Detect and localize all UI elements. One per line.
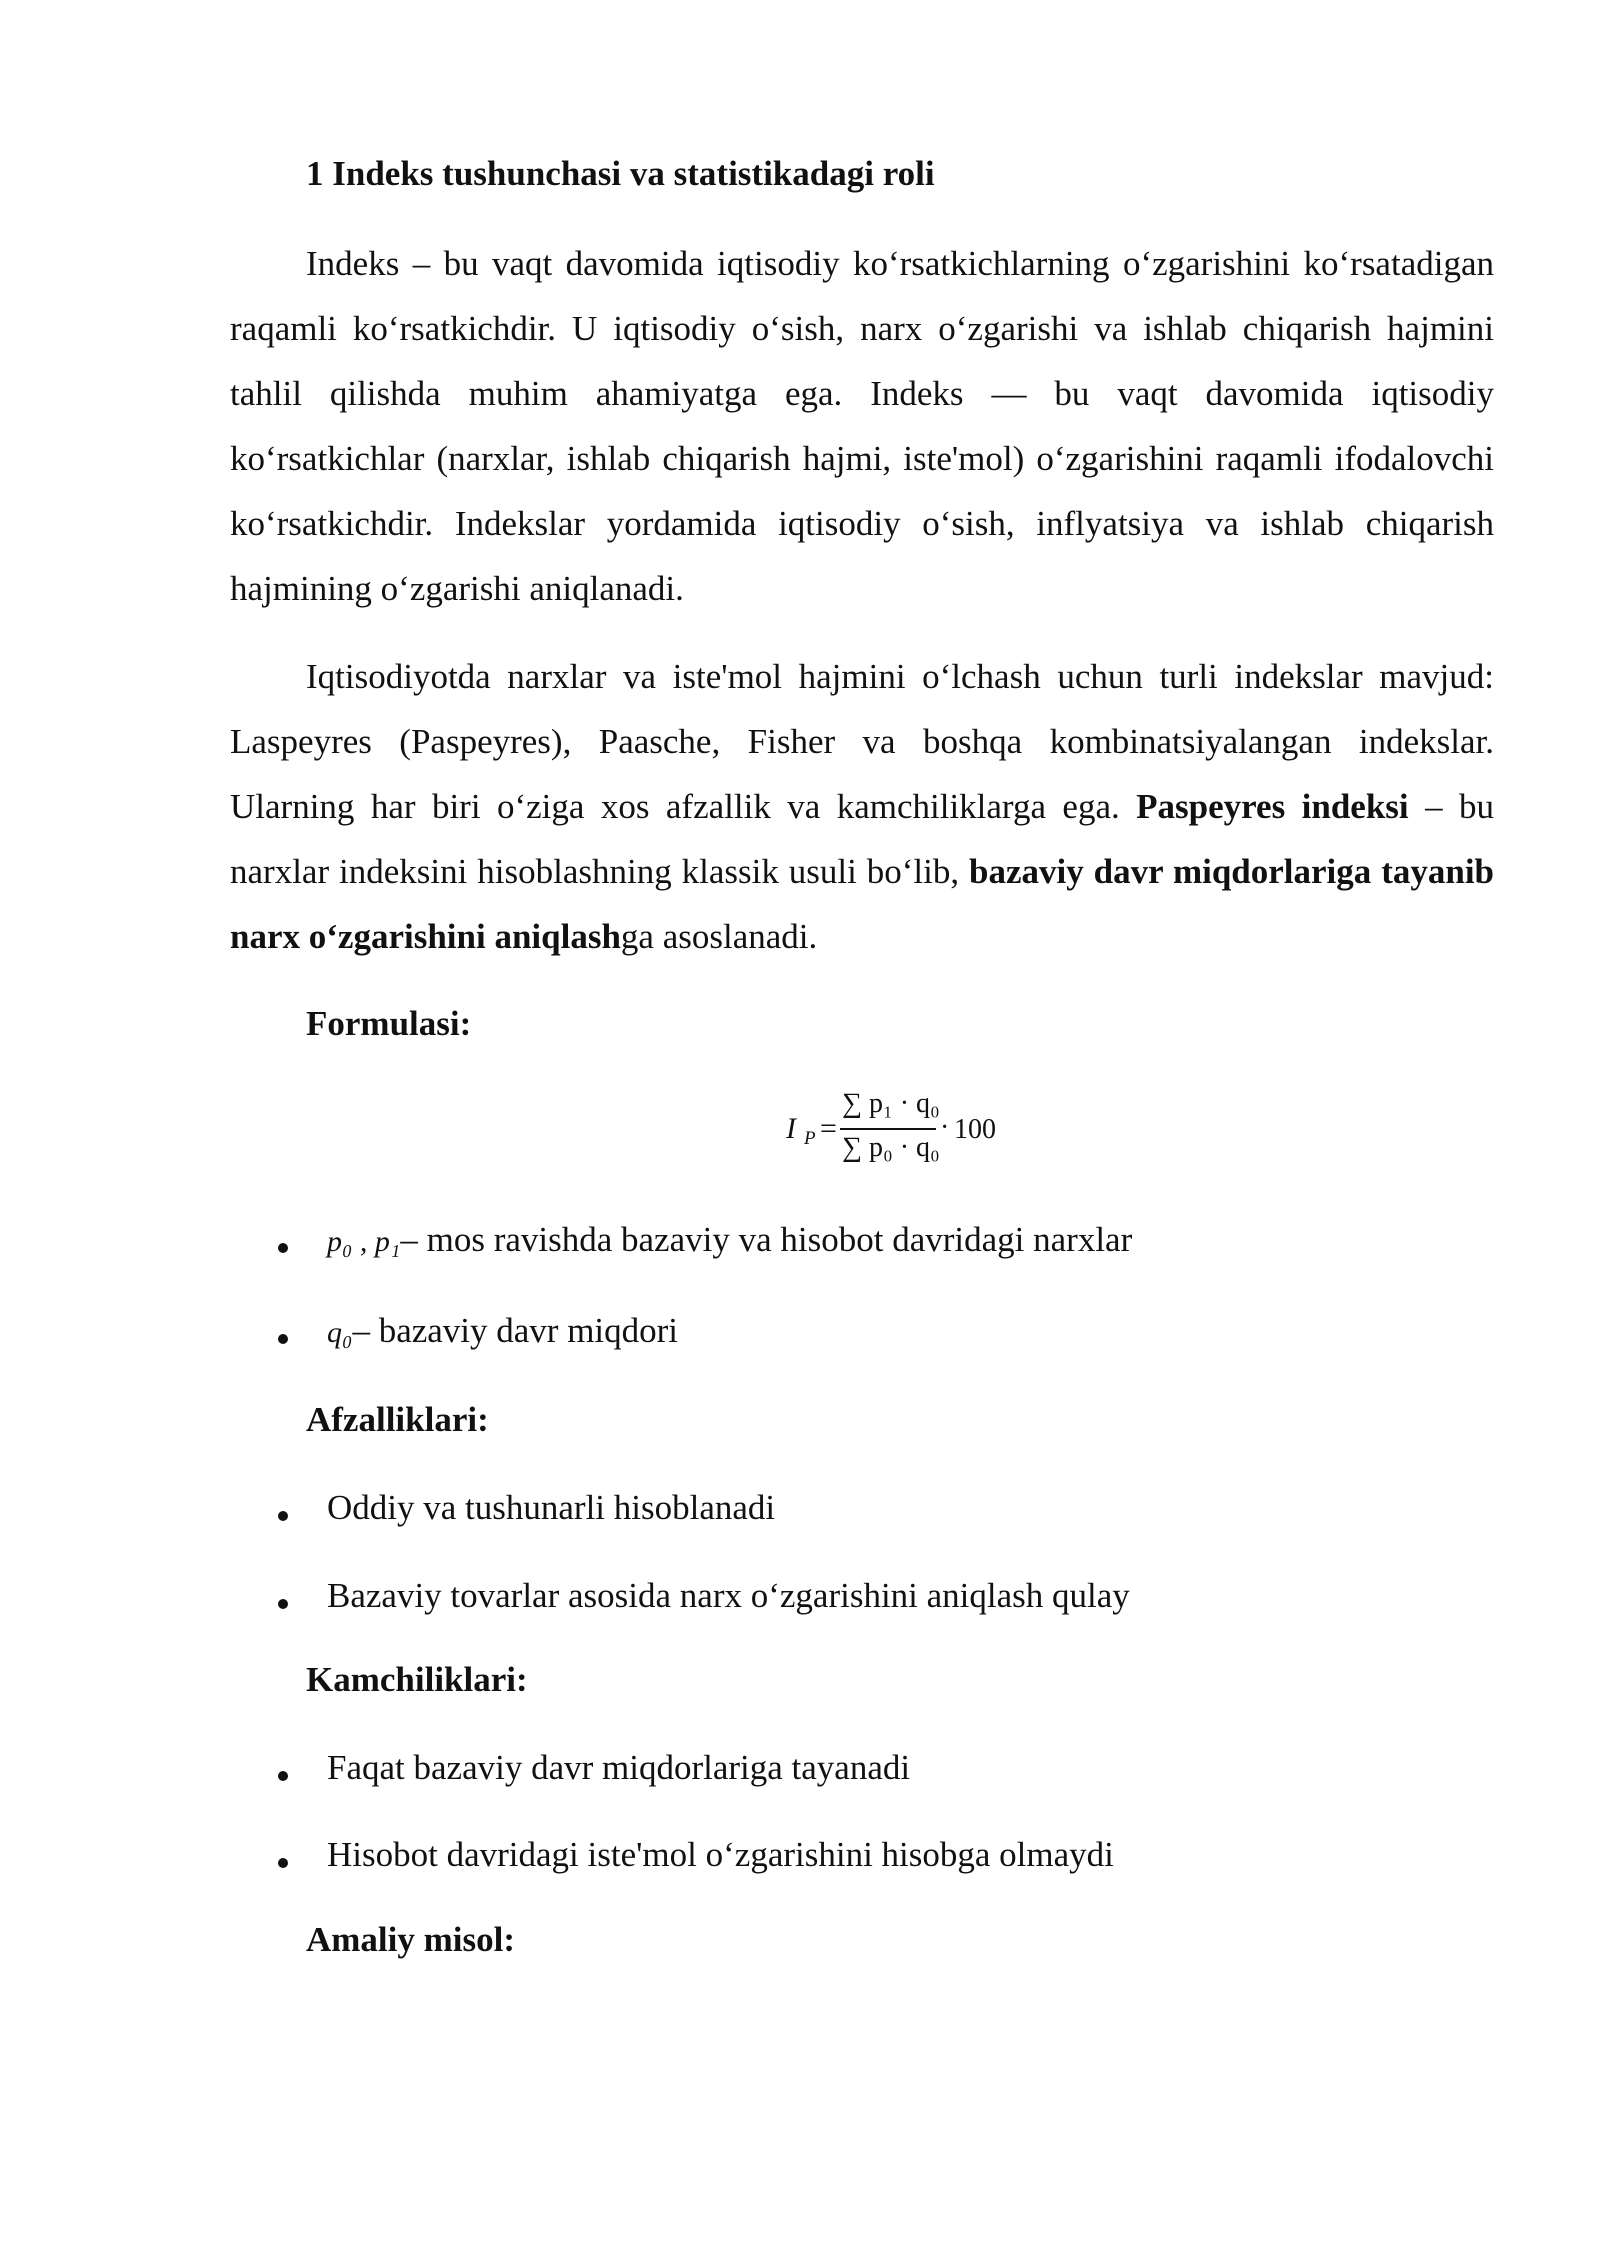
- disadvantages-heading: Kamchiliklari:: [306, 1660, 528, 1699]
- formula-factor: 100: [954, 1114, 996, 1145]
- definition-symbol: q₀: [327, 1316, 353, 1349]
- advantage-item: Bazaviy tovarlar asosida narx o‘zgarishini aniqlash qulay: [327, 1576, 1130, 1615]
- paragraph-text-part: Iqtisodiyotda narxlar va iste'mol hajmini o‘lchash uchun turli indekslar mavjud: Laspeyres (Paspeyres), Paasche, Fisher va boshqa kombinatsiyalangan indekslar. Ularning har biri o‘ziga xos afzallik va kamchiliklarga ega.: [230, 657, 1494, 826]
- bullet-icon: [278, 1771, 288, 1781]
- paragraph-index-definition: Indeks – bu vaqt davomida iqtisodiy ko‘rsatkichlarning o‘zgarishini ko‘rsatadigan raqamli ko‘rsatkichdir. U iqtisodiy o‘sish, narx o‘zgarishi va ishlab chiqarish hajmini tahlil qilishda muhim ahamiyatga ega. Indeks — bu vaqt davomida iqtisodiy ko‘rsatkichlar (narxlar, ishlab chiqarish hajmi, iste'mol) o‘zgarishini raqamli ifodalovchi ko‘rsatkichdir. Indekslar yordamida iqtisodiy o‘sish, inflyatsiya va ishlab chiqarish hajmining o‘zgarishi aniqlanadi.: [230, 244, 1494, 608]
- formula-numerator: ∑ p₁ · q₀: [842, 1088, 940, 1119]
- formula-lhs: I: [786, 1112, 796, 1145]
- definition-symbol: p₀ , p₁: [327, 1225, 401, 1258]
- paragraph-text-part: ga asoslanadi.: [620, 917, 818, 956]
- section-heading: 1 Indeks tushunchasi va statistikadagi roli: [306, 154, 935, 193]
- fraction-bar: [840, 1128, 936, 1130]
- advantage-item: Oddiy va tushunarli hisoblanadi: [327, 1488, 776, 1527]
- paragraph-text-part: – bu narxlar indeksini hisoblashning klassik usuli bo‘lib,: [230, 787, 1494, 891]
- example-heading: Amaliy misol:: [306, 1920, 516, 1959]
- formula-heading: Formulasi:: [306, 1004, 472, 1043]
- formula-lhs-subscript: P: [804, 1128, 816, 1149]
- bullet-icon: [278, 1858, 288, 1868]
- advantages-heading: Afzalliklari:: [306, 1400, 489, 1439]
- formula-multiply: ·: [940, 1112, 950, 1143]
- disadvantage-item: Faqat bazaviy davr miqdorlariga tayanadi: [327, 1748, 911, 1787]
- definition-text: – bazaviy davr miqdori: [352, 1311, 679, 1350]
- definition-text: – mos ravishda bazaviy va hisobot davridagi narxlar: [400, 1220, 1133, 1259]
- bold-term-paspeyres: Paspeyres indeksi: [1136, 787, 1409, 826]
- bullet-icon: [278, 1243, 288, 1253]
- bullet-icon: [278, 1599, 288, 1609]
- bullet-icon: [278, 1334, 288, 1344]
- laspeyres-formula: [780, 1088, 1040, 1168]
- paragraph-index-types: [230, 644, 1494, 969]
- definition-item-prices: [327, 1218, 1132, 1264]
- disadvantage-item: Hisobot davridagi iste'mol o‘zgarishini hisobga olmaydi: [327, 1835, 1114, 1874]
- formula-equals: =: [820, 1112, 837, 1145]
- bullet-icon: [278, 1511, 288, 1521]
- formula-denominator: ∑ p₀ · q₀: [842, 1132, 940, 1163]
- bold-term-base-period: bazaviy davr miqdorlariga tayanib narx o‘zgarishini aniqlash: [230, 852, 1495, 956]
- definition-item-quantity: [327, 1309, 678, 1355]
